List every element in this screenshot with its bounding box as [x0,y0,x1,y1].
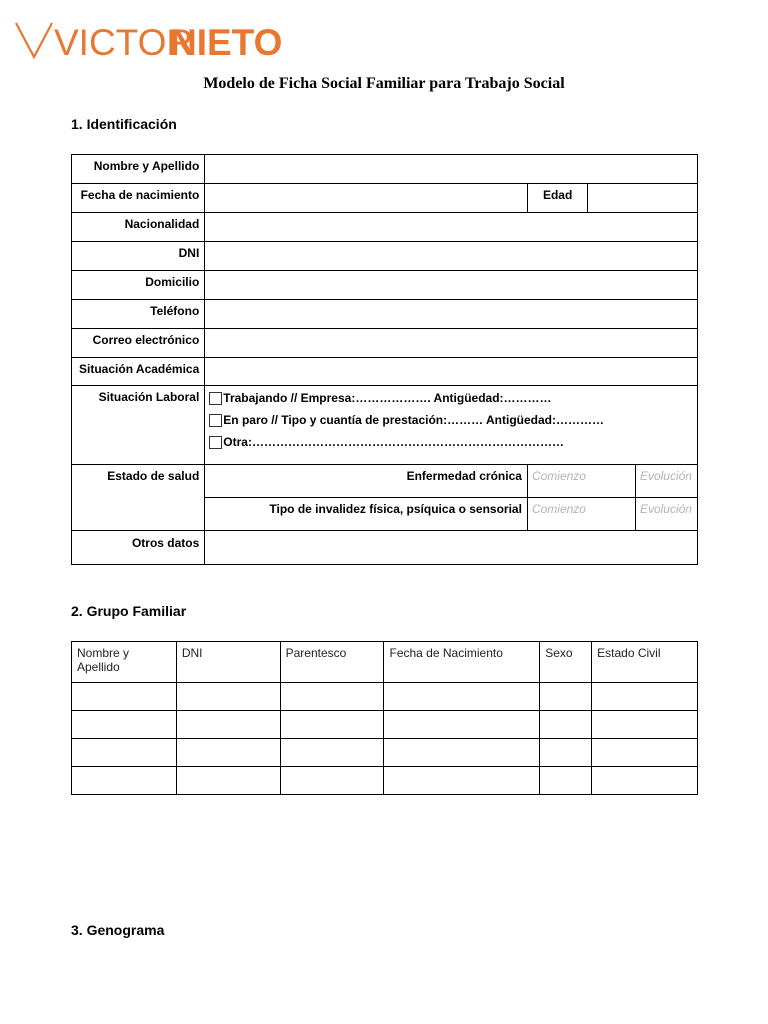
table-cell[interactable] [384,739,540,767]
table-row [72,767,698,795]
row-otros-datos [72,531,698,565]
field-domicilio[interactable] [205,271,698,300]
field-nombre[interactable] [205,155,698,184]
family-group-table [71,641,698,795]
field-invalidez-evolucion[interactable]: Evolución [639,502,692,516]
section-1-heading: 1. Identificación [71,116,177,132]
label-domicilio: Domicilio [72,271,205,300]
table-cell[interactable] [384,683,540,711]
laboral-option-en-paro[interactable] [205,409,697,431]
label-estado-salud: Estado de salud [72,465,205,531]
table-cell[interactable] [592,711,698,739]
enfermedad-dates [527,465,697,498]
col-parentesco: Parentesco [280,642,384,683]
table-cell[interactable] [72,767,177,795]
section-2-heading: 2. Grupo Familiar [71,603,187,619]
table-cell[interactable] [384,711,540,739]
field-fecha-nacimiento[interactable] [205,184,528,213]
col-fecha-nacimiento: Fecha de Nacimiento [384,642,540,683]
label-situacion-laboral: Situación Laboral [72,386,205,465]
row-situacion-academica [72,358,698,386]
table-cell[interactable] [176,683,280,711]
table-row [72,739,698,767]
label-edad: Edad [527,184,587,213]
logo-text-nieto: NIETO [170,22,283,63]
laboral-option-trabajando[interactable] [205,387,697,409]
logo-text-victor: VICTOR [54,22,194,63]
laboral-option-text: Otra:…………………………………………………………………… [223,435,564,449]
brand-logo [14,17,283,63]
field-dni[interactable] [205,242,698,271]
section-3-heading: 3. Genograma [71,922,165,938]
family-header-row [72,642,698,683]
field-edad[interactable] [588,184,698,213]
field-otros-datos[interactable] [205,531,698,565]
row-situacion-laboral [72,386,698,465]
table-cell[interactable] [280,711,384,739]
logo-v-mark [16,23,52,57]
laboral-option-text: Trabajando // Empresa:………………. Antigüedad:………… [223,391,552,405]
field-enfermedad-comienzo[interactable]: Comienzo [528,465,636,497]
table-cell[interactable] [540,767,592,795]
table-cell[interactable] [540,711,592,739]
document-title: Modelo de Ficha Social Familiar para Trabajo Social [203,75,565,92]
label-enfermedad-cronica: Enfermedad crónica [205,465,528,498]
table-cell[interactable] [72,739,177,767]
field-telefono[interactable] [205,300,698,329]
label-situacion-academica: Situación Académica [72,358,205,386]
table-cell[interactable] [72,711,177,739]
checkbox[interactable] [209,414,222,427]
row-domicilio [72,271,698,300]
table-cell[interactable] [72,683,177,711]
checkbox[interactable] [209,392,222,405]
identification-table [71,154,698,565]
label-nombre: Nombre y Apellido [72,155,205,184]
field-invalidez-comienzo[interactable]: Comienzo [528,498,636,530]
table-row [72,711,698,739]
table-cell[interactable] [384,767,540,795]
laboral-options [205,386,698,465]
row-nombre [72,155,698,184]
table-cell[interactable] [280,739,384,767]
table-cell[interactable] [280,683,384,711]
col-estado-civil: Estado Civil [592,642,698,683]
col-sexo: Sexo [540,642,592,683]
table-cell[interactable] [592,683,698,711]
row-telefono [72,300,698,329]
label-telefono: Teléfono [72,300,205,329]
row-correo [72,329,698,358]
table-row [72,683,698,711]
table-cell[interactable] [280,767,384,795]
invalidez-dates [527,498,697,531]
table-cell[interactable] [176,767,280,795]
checkbox[interactable] [209,436,222,449]
field-correo[interactable] [205,329,698,358]
field-enfermedad-evolucion[interactable]: Evolución [639,469,692,483]
label-fecha-nacimiento: Fecha de nacimiento [72,184,205,213]
label-dni: DNI [72,242,205,271]
label-correo: Correo electrónico [72,329,205,358]
row-fecha-nacimiento [72,184,698,213]
table-cell[interactable] [176,739,280,767]
col-dni: DNI [176,642,280,683]
table-cell[interactable] [176,711,280,739]
col-nombre-apellido: Nombre y Apellido [72,642,177,683]
table-cell[interactable] [540,739,592,767]
row-nacionalidad [72,213,698,242]
field-situacion-academica[interactable] [205,358,698,386]
field-nacionalidad[interactable] [205,213,698,242]
label-otros-datos: Otros datos [72,531,205,565]
label-tipo-invalidez: Tipo de invalidez física, psíquica o sensorial [205,498,528,531]
row-dni [72,242,698,271]
table-cell[interactable] [592,739,698,767]
laboral-option-text: En paro // Tipo y cuantía de prestación:……… Antigüedad:………… [223,413,604,427]
table-cell[interactable] [540,683,592,711]
table-cell[interactable] [592,767,698,795]
label-nacionalidad: Nacionalidad [72,213,205,242]
row-salud-enfermedad [72,465,698,498]
laboral-option-otra[interactable] [205,431,697,453]
